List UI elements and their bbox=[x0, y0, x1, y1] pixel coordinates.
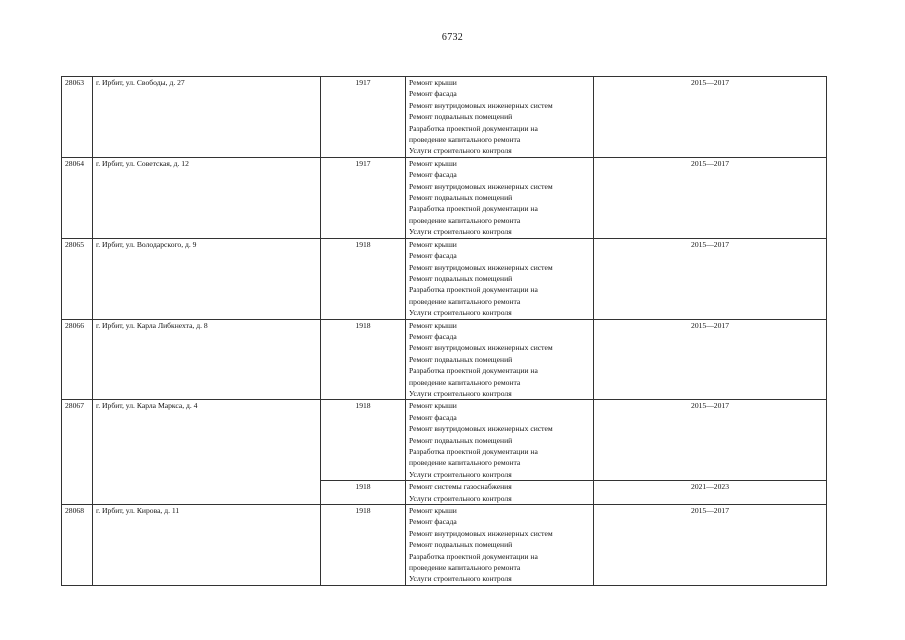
building-address: г. Ирбит, ул. Карла Маркса, д. 4 bbox=[93, 400, 321, 505]
record-number: 28068 bbox=[62, 505, 93, 586]
build-year: 1917 bbox=[321, 77, 406, 158]
work-item: Ремонт внутридомовых инженерных систем bbox=[409, 424, 553, 434]
record-number: 28066 bbox=[62, 319, 93, 400]
works-cell bbox=[406, 77, 594, 158]
table-row bbox=[62, 505, 827, 586]
work-item: Ремонт подвальных помещений bbox=[409, 435, 513, 445]
build-year: 1918 bbox=[321, 481, 406, 505]
work-item: проведение капитального ремонта bbox=[409, 377, 521, 387]
work-item: Услуги строительного контроля bbox=[409, 493, 512, 503]
record-number: 28067 bbox=[62, 400, 93, 505]
work-item: Ремонт подвальных помещений bbox=[409, 112, 513, 122]
work-item: Услуги строительного контроля bbox=[409, 469, 512, 479]
record-number: 28064 bbox=[62, 157, 93, 238]
work-item: Ремонт внутридомовых инженерных систем bbox=[409, 181, 553, 191]
work-item: Ремонт крыши bbox=[409, 320, 457, 330]
table-row bbox=[62, 319, 827, 400]
build-year: 1918 bbox=[321, 505, 406, 586]
works-cell bbox=[406, 157, 594, 238]
record-number: 28065 bbox=[62, 238, 93, 319]
building-address: г. Ирбит, ул. Карла Либкнехта, д. 8 bbox=[93, 319, 321, 400]
work-item: Услуги строительного контроля bbox=[409, 227, 512, 237]
work-item: проведение капитального ремонта bbox=[409, 458, 521, 468]
table-row bbox=[62, 238, 827, 319]
work-item: Услуги строительного контроля bbox=[409, 146, 512, 156]
repair-period: 2015—2017 bbox=[594, 505, 827, 586]
work-item: проведение капитального ремонта bbox=[409, 215, 521, 225]
works-cell bbox=[406, 319, 594, 400]
work-item: Ремонт крыши bbox=[409, 158, 457, 168]
work-item: Разработка проектной документации на bbox=[409, 447, 538, 456]
work-item: Разработка проектной документации на bbox=[409, 204, 538, 214]
table-row bbox=[62, 77, 827, 158]
repair-period: 2021—2023 bbox=[594, 481, 827, 505]
work-item: Ремонт крыши bbox=[409, 401, 457, 411]
work-item: Разработка проектной документации на bbox=[409, 551, 538, 561]
building-address: г. Ирбит, ул. Кирова, д. 11 bbox=[93, 505, 321, 586]
work-item: проведение капитального ремонта bbox=[409, 563, 521, 573]
work-item: Ремонт системы газоснабжения bbox=[409, 482, 512, 492]
work-item: Ремонт крыши bbox=[409, 78, 457, 87]
works-cell bbox=[406, 481, 594, 505]
work-item: Разработка проектной документации на bbox=[409, 366, 538, 376]
work-item: Ремонт подвальных помещений bbox=[409, 540, 513, 550]
work-item: Ремонт подвальных помещений bbox=[409, 193, 513, 203]
registry-body bbox=[62, 77, 827, 586]
table-row bbox=[62, 157, 827, 238]
work-item: Услуги строительного контроля bbox=[409, 388, 512, 398]
repair-period: 2015—2017 bbox=[594, 238, 827, 319]
work-item: Услуги строительного контроля bbox=[409, 574, 512, 584]
work-item: Ремонт фасада bbox=[409, 412, 457, 422]
repair-period: 2015—2017 bbox=[594, 77, 827, 158]
repair-period: 2015—2017 bbox=[594, 319, 827, 400]
registry-table bbox=[61, 76, 827, 586]
repair-period: 2015—2017 bbox=[594, 157, 827, 238]
work-item: Ремонт фасада bbox=[409, 170, 457, 180]
build-year: 1917 bbox=[321, 157, 406, 238]
building-address: г. Ирбит, ул. Володарского, д. 9 bbox=[93, 238, 321, 319]
work-item: Ремонт внутридомовых инженерных систем bbox=[409, 343, 553, 353]
work-item: Ремонт подвальных помещений bbox=[409, 273, 513, 283]
work-item: Ремонт фасада bbox=[409, 89, 457, 99]
repair-period: 2015—2017 bbox=[594, 400, 827, 481]
work-item: Ремонт фасада bbox=[409, 251, 457, 261]
work-item: Ремонт внутридомовых инженерных систем bbox=[409, 100, 553, 110]
work-item: Ремонт крыши bbox=[409, 239, 457, 249]
build-year: 1918 bbox=[321, 319, 406, 400]
work-item: Ремонт внутридомовых инженерных систем bbox=[409, 528, 553, 538]
work-item: Ремонт подвальных помещений bbox=[409, 354, 513, 364]
work-item: Разработка проектной документации на bbox=[409, 123, 538, 133]
building-address: г. Ирбит, ул. Советская, д. 12 bbox=[93, 157, 321, 238]
build-year: 1918 bbox=[321, 238, 406, 319]
work-item: Разработка проектной документации на bbox=[409, 285, 538, 295]
work-item: Ремонт фасада bbox=[409, 517, 457, 527]
record-number: 28063 bbox=[62, 77, 93, 158]
work-item: Ремонт крыши bbox=[409, 506, 457, 516]
works-cell bbox=[406, 238, 594, 319]
table-row bbox=[62, 400, 827, 481]
work-item: проведение капитального ремонта bbox=[409, 135, 521, 145]
page-number: 6732 bbox=[441, 32, 464, 43]
works-cell bbox=[406, 400, 594, 481]
building-address: г. Ирбит, ул. Свободы, д. 27 bbox=[93, 77, 321, 158]
works-cell bbox=[406, 505, 594, 586]
work-item: Ремонт внутридомовых инженерных систем bbox=[409, 262, 553, 272]
work-item: Услуги строительного контроля bbox=[409, 308, 512, 318]
build-year: 1918 bbox=[321, 400, 406, 481]
work-item: Ремонт фасада bbox=[409, 331, 457, 341]
work-item: проведение капитального ремонта bbox=[409, 296, 521, 306]
